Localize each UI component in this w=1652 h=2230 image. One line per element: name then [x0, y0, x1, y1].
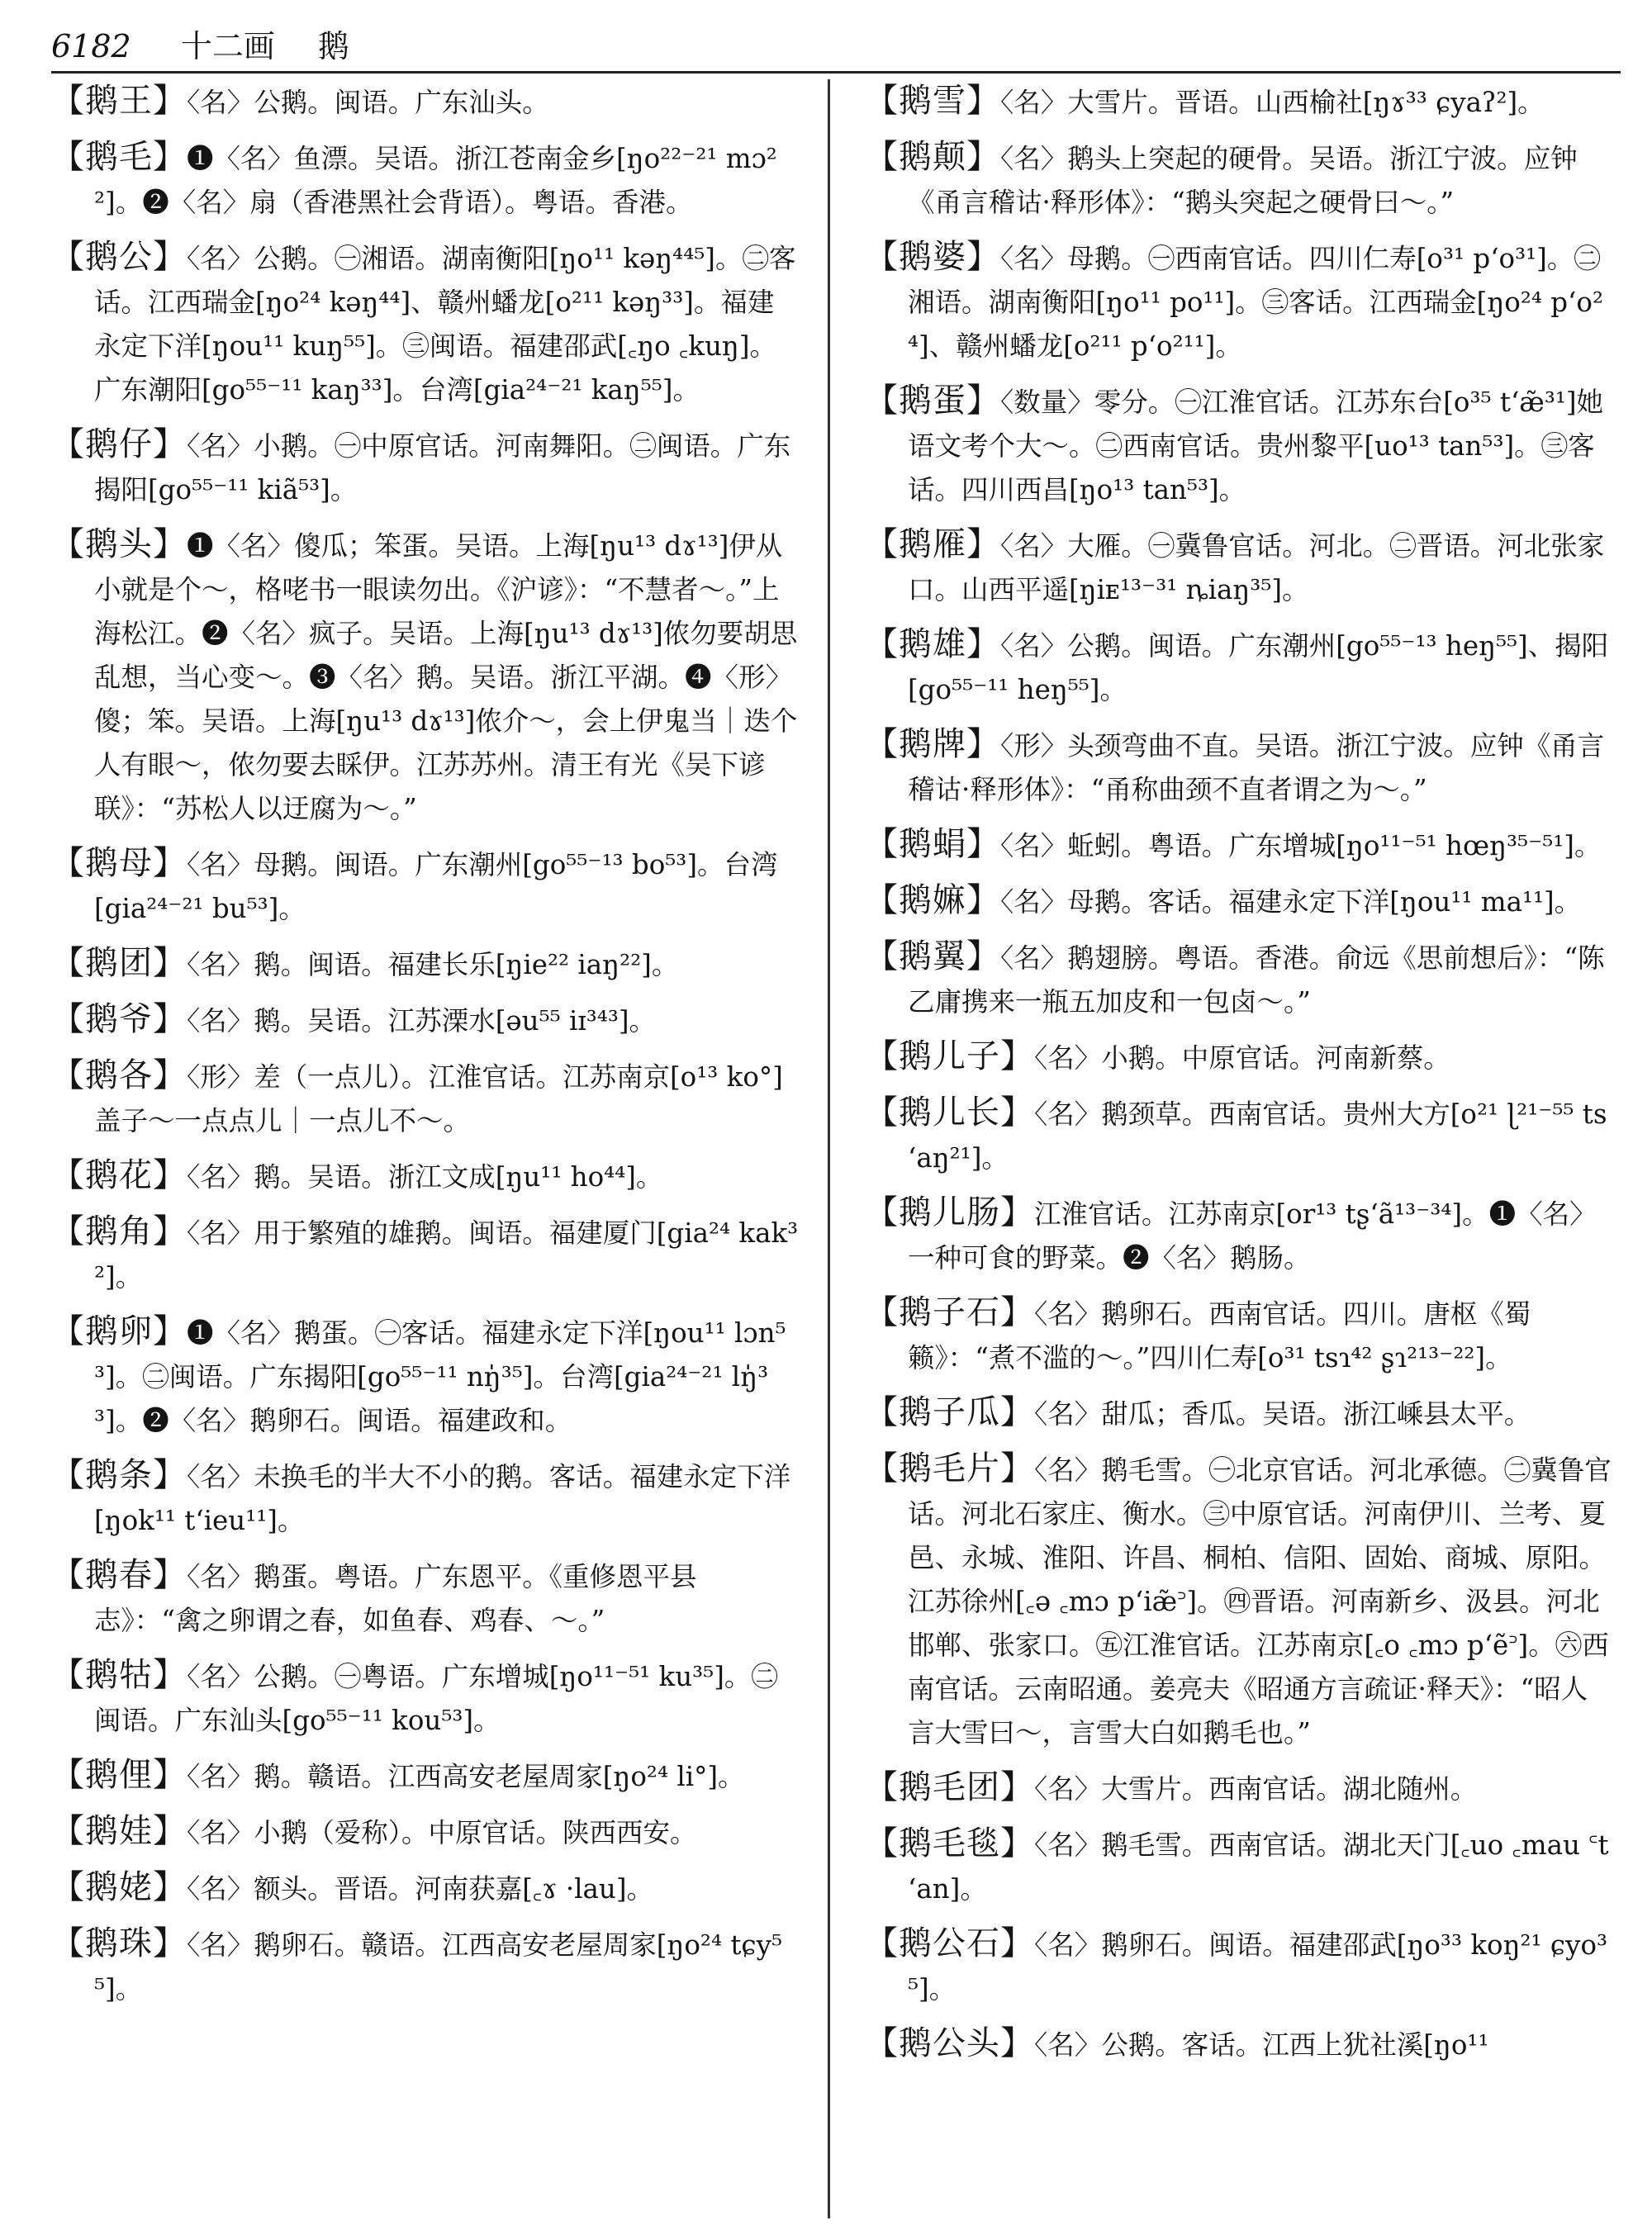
- dictionary-entry: [51, 135, 799, 225]
- entry-definition: 〈名〉小鹅。中原官话。河南新蔡。: [1034, 1042, 1450, 1074]
- entry-headword: 【鹅公】: [51, 238, 187, 276]
- entry-headword: 【鹅毛】: [51, 138, 187, 176]
- dictionary-entry: [865, 935, 1612, 1024]
- entry-headword: 【鹅仔】: [51, 425, 187, 463]
- dictionary-entry: [865, 1291, 1612, 1380]
- entry-definition: 〈名〉未换毛的半大不小的鹅。客话。福建永定下洋[ŋok¹¹ tʻieu¹¹]。: [94, 1461, 791, 1536]
- dictionary-entry: [51, 942, 799, 987]
- dictionary-entry: [865, 1035, 1612, 1080]
- dictionary-entry: [865, 1822, 1612, 1911]
- dictionary-entry: [865, 1191, 1612, 1280]
- entry-headword: 【鹅头】: [51, 525, 187, 563]
- entry-definition: 〈名〉大雪片。晋语。山西榆社[ŋɤ³³ ɕyaʔ²]。: [1000, 87, 1545, 118]
- right-column: [865, 79, 1612, 2222]
- entry-definition: 〈形〉差（一点儿）。江淮官话。江苏南京[o¹³ ko°]盖子～一点点儿｜一点儿不～。: [94, 1061, 783, 1136]
- entry-headword: 【鹅婆】: [865, 238, 1000, 276]
- dictionary-entry: [865, 1922, 1612, 2011]
- entry-definition: 〈名〉小鹅（爱称）。中原官话。陕西西安。: [187, 1817, 697, 1848]
- entry-definition: 〈名〉鹅卵石。赣语。江西高安老屋周家[ŋo²⁴ tɕy⁵⁵]。: [94, 1929, 782, 2005]
- entry-definition: 〈名〉鹅。吴语。江苏溧水[əu⁵⁵ iɪ³⁴³]。: [187, 1005, 657, 1037]
- entry-definition: 〈形〉头颈弯曲不直。吴语。浙江宁波。应钟《甬言稽诂·释形体》：“甬称曲颈不直者谓之为～。”: [908, 730, 1605, 805]
- dictionary-entry: [51, 79, 799, 125]
- entry-headword: 【鹅雪】: [865, 82, 1000, 120]
- entry-headword: 【鹅雄】: [865, 625, 1000, 663]
- dictionary-entry: [51, 1454, 799, 1543]
- entry-definition: 〈名〉鹅翅膀。粤语。香港。俞远《思前想后》：“陈乙庸携来一瓶五加皮和一包卤～。”: [908, 942, 1605, 1018]
- entry-headword: 【鹅翼】: [865, 937, 1000, 975]
- dictionary-entry: [51, 842, 799, 931]
- dictionary-entry: [51, 1554, 799, 1643]
- entry-headword: 【鹅条】: [51, 1456, 187, 1494]
- entry-headword: 【鹅牯】: [51, 1656, 187, 1694]
- entry-definition: 〈名〉公鹅。闽语。广东潮州[go⁵⁵⁻¹³ heŋ⁵⁵]、揭阳[go⁵⁵⁻¹¹ heŋ⁵⁵]。: [908, 630, 1609, 705]
- dictionary-entry: [51, 1866, 799, 1911]
- dictionary-entry: [51, 1054, 799, 1143]
- entry-definition: 〈名〉公鹅。客话。江西上犹社溪[ŋo¹¹: [1034, 2029, 1489, 2061]
- entry-definition: 〈名〉大雪片。西南官话。湖北随州。: [1034, 1773, 1478, 1805]
- entry-definition: 〈名〉大雁。㊀冀鲁官话。河北。㊁晋语。河北张家口。山西平遥[ŋiᴇ¹³⁻³¹ ȵiaŋ³⁵]。: [908, 530, 1605, 605]
- dictionary-entry: [865, 135, 1612, 225]
- dictionary-entry: [865, 1091, 1612, 1180]
- entry-headword: 【鹅卵】: [51, 1312, 187, 1350]
- dictionary-entry: [51, 423, 799, 512]
- dictionary-entry: [51, 1310, 799, 1443]
- entry-headword: 【鹅毛片】: [865, 1450, 1034, 1487]
- entry-definition: 〈名〉母鹅。客话。福建永定下洋[ŋou¹¹ ma¹¹]。: [1000, 886, 1582, 918]
- entry-definition: 〈名〉母鹅。闽语。广东潮州[go⁵⁵⁻¹³ bo⁵³]。台湾[gia²⁴⁻²¹ bu⁵³]。: [94, 849, 778, 924]
- entry-headword: 【鹅姥】: [51, 1868, 187, 1906]
- entry-definition: 〈名〉公鹅。㊀粤语。广东增城[ŋo¹¹⁻⁵¹ ku³⁵]。㊁闽语。广东汕头[go⁵⁵⁻¹¹ kou⁵³]。: [94, 1661, 778, 1736]
- dictionary-entry: [51, 1654, 799, 1743]
- entry-definition: 〈名〉鹅卵石。闽语。福建邵武[ŋo³³ koŋ²¹ ɕyo³⁵]。: [908, 1929, 1608, 2005]
- dictionary-entry: [865, 823, 1612, 868]
- page-number: 6182: [51, 28, 131, 64]
- entry-definition: 〈名〉鹅蛋。粤语。广东恩平。《重修恩平县志》：“禽之卵谓之春，如鱼春、鸡春、～。”: [94, 1561, 697, 1636]
- entry-definition: 〈名〉公鹅。㊀湘语。湖南衡阳[ŋo¹¹ kəŋ⁴⁴⁵]。㊁客话。江西瑞金[ŋo²⁴ kəŋ⁴⁴]、赣州蟠龙[o²¹¹ kəŋ³³]。福建永定下洋[ŋou¹¹ kuŋ⁵⁵]。㊂闽语。福建邵武[꜀ŋo ꜀kuŋ]。广东潮阳[go⁵⁵⁻¹¹ kaŋ³³]。台湾[gia²⁴⁻²¹ kaŋ⁵⁵]。: [94, 243, 796, 406]
- dictionary-entry: [51, 1753, 799, 1799]
- entry-headword: 【鹅俚】: [51, 1756, 187, 1794]
- entry-headword: 【鹅公石】: [865, 1924, 1034, 1962]
- entry-headword: 【鹅儿肠】: [865, 1193, 1034, 1231]
- head-character: 鹅: [317, 28, 349, 64]
- entry-headword: 【鹅毛毯】: [865, 1824, 1034, 1862]
- entry-headword: 【鹅蜎】: [865, 825, 1000, 863]
- entry-definition: 〈名〉鹅颈草。西南官话。贵州大方[o²¹ ɭ²¹⁻⁵⁵ tsʻaŋ²¹]。: [908, 1098, 1607, 1174]
- entry-definition: 〈名〉用于繁殖的雄鹅。闽语。福建厦门[gia²⁴ kak³²]。: [94, 1217, 799, 1293]
- entry-headword: 【鹅雁】: [865, 525, 1000, 563]
- entry-headword: 【鹅牌】: [865, 725, 1000, 763]
- entry-definition: 〈名〉鹅。赣语。江西高安老屋周家[ŋo²⁴ li°]。: [187, 1761, 745, 1792]
- entry-headword: 【鹅儿长】: [865, 1094, 1034, 1132]
- entry-definition: 〈名〉鹅。闽语。福建长乐[ŋie²² iaŋ²²]。: [187, 949, 679, 980]
- page-header: [51, 23, 1621, 69]
- dictionary-entry: [865, 1766, 1612, 1811]
- dictionary-entry: [865, 235, 1612, 368]
- entry-headword: 【鹅王】: [51, 82, 187, 120]
- dictionary-entry: [865, 1391, 1612, 1436]
- dictionary-entry: [865, 2022, 1612, 2067]
- entry-definition: 〈名〉母鹅。㊀西南官话。四川仁寿[o³¹ pʻo³¹]。㊁湘语。湖南衡阳[ŋo¹¹ po¹¹]。㊂客话。江西瑞金[ŋo²⁴ pʻo²⁴]、赣州蟠龙[o²¹¹ pʻo²¹¹]。: [908, 243, 1603, 362]
- entry-headword: 【鹅儿子】: [865, 1037, 1034, 1075]
- dictionary-entry: [51, 1810, 799, 1855]
- entry-definition: 〈名〉小鹅。㊀中原官话。河南舞阳。㊁闽语。广东揭阳[go⁵⁵⁻¹¹ kiã⁵³]。: [94, 430, 791, 505]
- entry-definition: ❶〈名〉鹅蛋。㊀客话。福建永定下洋[ŋou¹¹ lɔn⁵³]。㊁闽语。广东揭阳[go⁵⁵⁻¹¹ nŋ̍³⁵]。台湾[gia²⁴⁻²¹ lŋ̍³³]。❷〈名〉鹅卵石。闽语。福建政和。: [94, 1317, 786, 1436]
- entry-headword: 【鹅爷】: [51, 1000, 187, 1038]
- header-rule: [51, 71, 1621, 74]
- dictionary-entry: [51, 1922, 799, 2011]
- entry-headword: 【鹅春】: [51, 1556, 187, 1594]
- entry-headword: 【鹅角】: [51, 1212, 187, 1250]
- dictionary-entry: [51, 235, 799, 412]
- entry-definition: 〈名〉额头。晋语。河南获嘉[꜀ɤ ·lau]。: [187, 1873, 654, 1905]
- dictionary-entry: [865, 723, 1612, 812]
- entry-headword: 【鹅团】: [51, 944, 187, 982]
- entry-definition: 〈名〉公鹅。闽语。广东汕头。: [187, 87, 549, 118]
- entry-definition: 〈名〉蚯蚓。粤语。广东增城[ŋo¹¹⁻⁵¹ hœŋ³⁵⁻⁵¹]。: [1000, 830, 1602, 861]
- dictionary-entry: [865, 523, 1612, 612]
- entry-headword: 【鹅颠】: [865, 138, 1000, 176]
- entry-headword: 【鹅公头】: [865, 2024, 1034, 2062]
- entry-headword: 【鹅子石】: [865, 1293, 1034, 1331]
- dictionary-entry: [865, 879, 1612, 924]
- entry-headword: 【鹅毛团】: [865, 1768, 1034, 1806]
- entry-headword: 【鹅蛋】: [865, 382, 1000, 420]
- entry-definition: 〈数量〉零分。㊀江淮官话。江苏东台[o³⁵ tʻæ̃³¹]她语文考个大～。㊁西南官话。贵州黎平[uo¹³ tan⁵³]。㊂客话。四川西昌[ŋo¹³ tan⁵³]。: [908, 387, 1604, 505]
- dictionary-entry: [865, 379, 1612, 512]
- entry-definition: 〈名〉鹅毛雪。西南官话。湖北天门[꜀uo ꜀mau ꜂tʻan]。: [908, 1829, 1609, 1905]
- dictionary-entry: [51, 1210, 799, 1299]
- entry-definition: 〈名〉鹅卵石。西南官话。四川。唐枢《蜀籁》：“煮不滥的～。”四川仁寿[o³¹ tsɿ⁴² ʂɿ²¹³⁻²²]。: [908, 1298, 1531, 1374]
- entry-definition: 江淮官话。江苏南京[or¹³ tʂʻã¹³⁻³⁴]。❶〈名〉一种可食的野菜。❷〈名〉鹅肠。: [908, 1198, 1597, 1274]
- dictionary-entry: [865, 1447, 1612, 1755]
- entry-definition: 〈名〉鹅。吴语。浙江文成[ŋu¹¹ ho⁴⁴]。: [187, 1161, 663, 1193]
- entry-headword: 【鹅子瓜】: [865, 1393, 1034, 1431]
- entry-headword: 【鹅母】: [51, 844, 187, 882]
- stroke-section: 十二画: [180, 28, 275, 64]
- entry-headword: 【鹅嫲】: [865, 881, 1000, 919]
- entry-definition: ❶〈名〉鱼漂。吴语。浙江苍南金乡[ŋo²²⁻²¹ mɔ²²]。❷〈名〉扇（香港黑社会背语）。粤语。香港。: [94, 143, 777, 218]
- entry-definition: ❶〈名〉傻瓜；笨蛋。吴语。上海[ŋu¹³ dɤ¹³]伊从小就是个～，格咾书一眼读勿出。《沪谚》：“不慧者～。”上海松江。❷〈名〉疯子。吴语。上海[ŋu¹³ dɤ¹³]侬勿要胡思乱想，当心变～。❸〈名〉鹅。吴语。浙江平湖。❹〈形〉傻；笨。吴语。上海[ŋu¹³ dɤ¹³]侬介～，会上伊鬼当｜迭个人有眼～，侬勿要去睬伊。江苏苏州。清王有光《吴下谚联》：“苏松人以迂腐为～。”: [94, 530, 798, 824]
- entry-headword: 【鹅珠】: [51, 1924, 187, 1962]
- dictionary-entry: [51, 523, 799, 831]
- dictionary-entry: [51, 998, 799, 1043]
- entry-definition: 〈名〉鹅头上突起的硬骨。吴语。浙江宁波。应钟《甬言稽诂·释形体》：“鹅头突起之硬骨曰～。”: [908, 143, 1578, 218]
- entry-definition: 〈名〉甜瓜；香瓜。吴语。浙江嵊县太平。: [1034, 1398, 1531, 1430]
- left-column: [51, 79, 799, 2222]
- entry-headword: 【鹅娃】: [51, 1812, 187, 1850]
- column-divider: [828, 79, 830, 2218]
- entry-headword: 【鹅花】: [51, 1156, 187, 1194]
- dictionary-entry: [51, 1154, 799, 1199]
- dictionary-entry: [865, 79, 1612, 125]
- entry-headword: 【鹅各】: [51, 1056, 187, 1094]
- entry-definition: 〈名〉鹅毛雪。㊀北京官话。河北承德。㊁冀鲁官话。河北石家庄、衡水。㊂中原官话。河南伊川、兰考、夏邑、永城、淮阳、许昌、桐柏、信阳、固始、商城、原阳。江苏徐州[꜀ə ꜀mɔ pʻiæ̃꜄]。㊃晋语。河南新乡、汲县。河北邯郸、张家口。㊄江淮官话。江苏南京[꜀o ꜀mɔ pʻẽ꜄]。㊅西南官话。云南昭通。姜亮夫《昭通方言疏证·释天》：“昭人言大雪曰～，言雪大白如鹅毛也。”: [908, 1454, 1612, 1748]
- dictionary-entry: [865, 623, 1612, 712]
